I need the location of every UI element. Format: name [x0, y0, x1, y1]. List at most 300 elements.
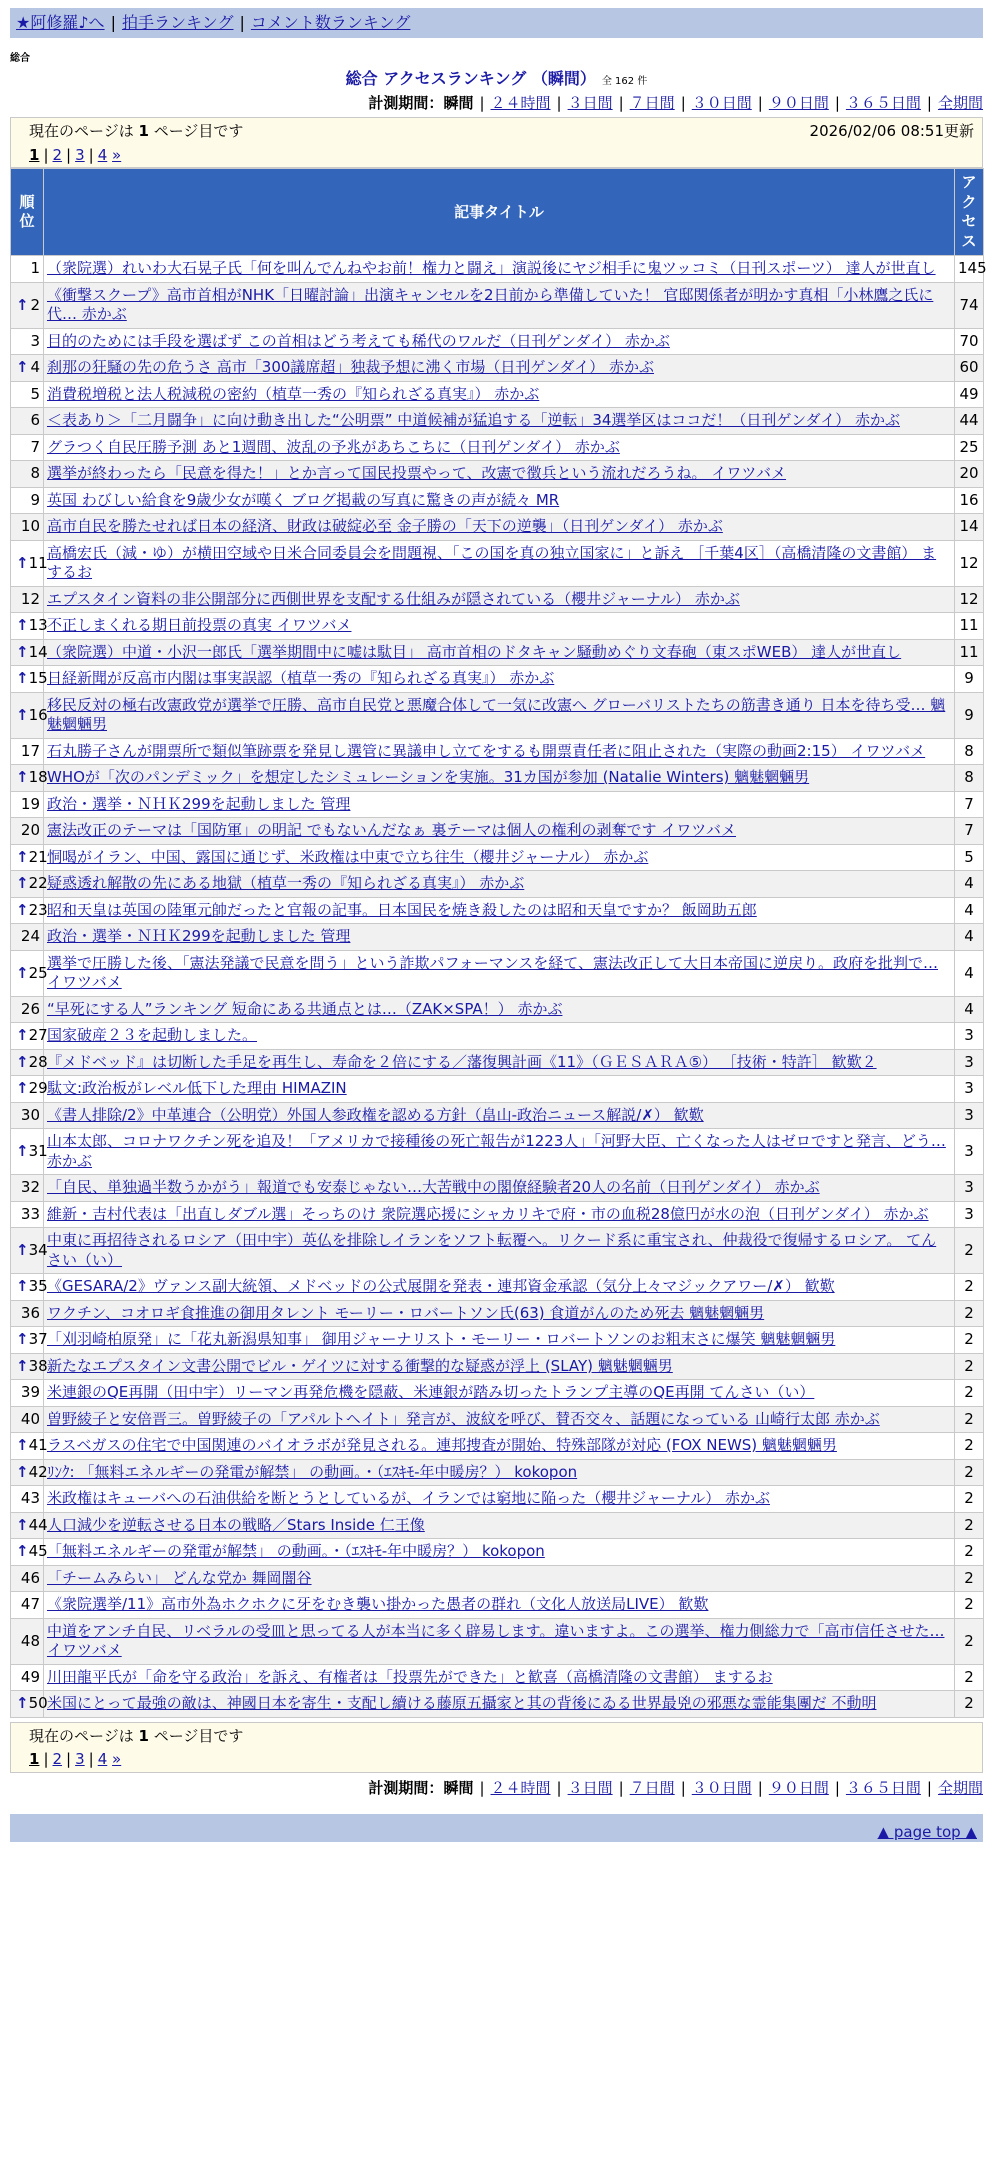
title-cell	[44, 613, 955, 640]
rank-cell	[11, 1691, 48, 1718]
rank-number: 7	[30, 437, 40, 456]
rank-number: 1	[30, 259, 40, 278]
up-arrow-icon: ↑	[16, 358, 29, 377]
title-cell	[44, 1592, 955, 1619]
rank-number: 40	[20, 1409, 40, 1428]
access-count: 2	[955, 1380, 984, 1407]
article-link[interactable]: 高橋宏氏（減・ゆ）が横田空域や日米合同委員会を問題視、「この国を真の独立国家に」と訴え ［千葉4区］（高橋清隆の文書館） まするお	[47, 543, 937, 582]
title-cell	[44, 540, 955, 586]
rank-number: 36	[20, 1303, 40, 1322]
up-arrow-icon: ↑	[16, 642, 29, 661]
access-count: 2	[955, 1618, 984, 1664]
table-row	[11, 1327, 984, 1354]
access-count: 74	[955, 282, 984, 328]
page-title-row	[0, 69, 993, 90]
article-link[interactable]: 刹那の狂騒の先の危うさ 高市「300議席超」独裁予想に沸く市場（日刊ゲンダイ） 赤かぶ	[47, 358, 654, 377]
rank-cell	[11, 1433, 48, 1460]
table-row	[11, 1300, 984, 1327]
access-count: 5	[955, 844, 984, 871]
separator: |	[66, 145, 72, 164]
article-link[interactable]: 選挙で圧勝した後、「憲法発議で民意を問う」という詐欺パフォーマンスを経て、憲法改正して大日本帝国に逆戻り。政府を批判で… イワツバメ	[47, 953, 939, 992]
article-link[interactable]: 中東に再招待されるロシア（田中宇）英仏を排除しイランをソフト転覆へ。リクード系に重宝され、仲裁役で復帰するロシア。 てんさい（い）	[47, 1231, 937, 1269]
period-link[interactable]: ３６５日間	[845, 93, 921, 112]
period-link[interactable]: ７日間	[629, 93, 675, 112]
rank-cell	[11, 1228, 48, 1274]
rank-cell	[11, 328, 44, 355]
access-count: 145	[955, 256, 984, 283]
table-row	[11, 639, 984, 666]
page-current: 1	[29, 1750, 40, 1769]
title-cell	[44, 1102, 955, 1129]
rank-number: 28	[28, 1052, 48, 1071]
rank-number: 24	[20, 927, 40, 946]
rank-number: 30	[20, 1105, 40, 1124]
up-arrow-icon: ↑	[16, 1330, 29, 1349]
rank-cell	[11, 692, 48, 738]
access-count: 70	[955, 328, 984, 355]
next-page-link[interactable]: »	[112, 1750, 122, 1769]
access-count: 14	[955, 514, 984, 541]
separator: |	[680, 93, 686, 112]
table-header	[11, 169, 984, 256]
table-row	[11, 1353, 984, 1380]
period-link[interactable]: ３日間	[567, 1778, 613, 1797]
page-top-link[interactable]: ▲ page top ▲	[877, 1822, 977, 1841]
rank-cell	[11, 1618, 44, 1664]
table-row	[11, 1459, 984, 1486]
article-link[interactable]: 消費税増税と法人税減税の密約（植草一秀の『知られざる真実』） 赤かぶ	[47, 384, 540, 403]
article-link[interactable]: 高市自民を勝たせれば日本の経済、財政は破綻必至 金子勝の「天下の逆襲」（日刊ゲンダイ） 赤かぶ	[47, 517, 723, 536]
title-cell	[44, 1023, 955, 1050]
rank-number: 18	[28, 768, 48, 787]
bottom-bar	[10, 1814, 983, 1842]
rank-cell	[11, 1300, 44, 1327]
table-row	[11, 871, 984, 898]
rank-cell	[11, 1327, 48, 1354]
access-count: 3	[955, 1175, 984, 1202]
article-link[interactable]: ＜表あり＞「二月闘争」に向け動き出した“公明票” 中道候補が猛追する「逆転」34選挙区はココだ！（日刊ゲンダイ） 赤かぶ	[47, 411, 900, 430]
title-cell	[44, 1228, 955, 1274]
access-count: 2	[955, 1406, 984, 1433]
period-link[interactable]: ９０日間	[768, 93, 829, 112]
top-nav-bar: ★阿修羅♪へ | 拍手ランキング | コメント数ランキング	[10, 8, 983, 38]
period-link[interactable]: ７日間	[629, 1778, 675, 1797]
table-row	[11, 818, 984, 845]
up-arrow-icon: ↑	[16, 1356, 29, 1375]
title-cell	[44, 381, 955, 408]
access-count: 20	[955, 461, 984, 488]
separator: |	[66, 1750, 72, 1769]
article-link[interactable]: ﾘﾝｸ: 「無料エネルギーの発電が解禁」 の動画。・（ｴｽｷﾓ-年中暖房？） kokopon	[47, 1462, 578, 1481]
title-cell	[44, 950, 955, 996]
page-link[interactable]: 3	[75, 145, 85, 164]
table-row	[11, 487, 984, 514]
article-link[interactable]: 日経新聞が反高市内閣は事実誤認（植草一秀の『知られざる真実』） 赤かぶ	[47, 669, 555, 688]
article-link[interactable]: ワクチン、コオロギ食推進の御用タレント モーリー・ロバートソン氏(63) 食道がんのため死去 魑魅魍魎男	[47, 1303, 765, 1322]
access-count: 2	[955, 1274, 984, 1301]
article-link[interactable]: 憲法改正のテーマは「国防軍」の明記 でもないんだなぁ 裏テーマは個人の権利の剥奪です イワツバメ	[47, 821, 737, 840]
table-row	[11, 355, 984, 382]
title-cell	[44, 1327, 955, 1354]
table-row	[11, 1228, 984, 1274]
access-count: 2	[955, 1327, 984, 1354]
period-link[interactable]: ３６５日間	[845, 1778, 921, 1797]
access-count: 2	[955, 1664, 984, 1691]
up-arrow-icon: ↑	[16, 1241, 29, 1260]
rank-number: 33	[20, 1204, 40, 1223]
separator: |	[43, 1750, 49, 1769]
access-count: 7	[955, 818, 984, 845]
article-link[interactable]: 移民反対の極右改憲政党が選挙で圧勝、高市自民党と悪魔合体して一気に改憲へ グローバリストたちの筋書き通り 日本を待ち受… 魑魅魍魎男	[47, 695, 946, 734]
article-link[interactable]: 維新・吉村代表は「出直しダブル選」そっちのけ 衆院選応援にシャカリキで府・市の血税28億円が水の泡（日刊ゲンダイ） 赤かぶ	[47, 1204, 929, 1223]
applause-ranking-link[interactable]: 拍手ランキング	[121, 12, 234, 32]
period-link[interactable]: 全期間	[937, 1778, 983, 1797]
rank-number: 8	[30, 464, 40, 483]
rank-number: 13	[28, 616, 48, 635]
rank-cell	[11, 1023, 48, 1050]
rank-cell	[11, 639, 48, 666]
next-page-link[interactable]: »	[112, 145, 122, 164]
up-arrow-icon: ↑	[16, 874, 29, 893]
rank-cell	[11, 514, 44, 541]
page-link[interactable]: 3	[75, 1750, 85, 1769]
period-link[interactable]: ３０日間	[691, 93, 752, 112]
rank-cell	[11, 791, 44, 818]
up-arrow-icon: ↑	[16, 669, 29, 688]
period-link[interactable]: ３日間	[567, 93, 613, 112]
rank-cell	[11, 256, 44, 283]
rank-number: 17	[20, 741, 40, 760]
period-link[interactable]: ２４時間	[490, 93, 551, 112]
rank-cell	[11, 586, 44, 613]
article-link[interactable]: 恫喝がイラン、中国、露国に通じず、米政権は中東で立ち往生（櫻井ジャーナル） 赤かぶ	[47, 847, 649, 866]
title-cell	[44, 1539, 955, 1566]
article-link[interactable]: ラスベガスの住宅で中国関連のバイオラボが発見される。連邦捜査が開始、特殊部隊が対応 (FOX NEWS) 魑魅魍魎男	[47, 1436, 837, 1455]
article-link[interactable]: 昭和天皇は英国の陸軍元帥だったと官報の記事。日本国民を焼き殺したのは昭和天皇ですか？ 飯岡助五郎	[47, 900, 757, 919]
title-cell	[44, 461, 955, 488]
article-link[interactable]: “早死にする人”ランキング 短命にある共通点とは…（ZAK×SPA！） 赤かぶ	[47, 999, 563, 1018]
rank-number: 46	[20, 1568, 40, 1587]
rank-number: 11	[28, 553, 48, 572]
updated-time: 2026/02/06 08:51更新	[809, 122, 974, 141]
table-row	[11, 692, 984, 738]
up-arrow-icon: ↑	[16, 705, 29, 724]
title-cell	[44, 692, 955, 738]
up-arrow-icon: ↑	[16, 1694, 29, 1713]
article-link[interactable]: 政治・選挙・ＮＨＫ299を起動しました 管理	[47, 794, 351, 813]
access-count: 2	[955, 1486, 984, 1513]
separator: |	[926, 1778, 932, 1797]
period-label: 計測期間：	[368, 93, 444, 112]
rank-number: 6	[30, 411, 40, 430]
access-count: 16	[955, 487, 984, 514]
rank-cell	[11, 1565, 44, 1592]
rank-number: 37	[28, 1330, 48, 1349]
page-links-bottom	[29, 1750, 974, 1770]
table-row	[11, 791, 984, 818]
pager-top	[10, 117, 983, 168]
access-count: 11	[955, 613, 984, 640]
rank-cell	[11, 871, 48, 898]
access-count: 4	[955, 996, 984, 1023]
title-cell	[44, 1691, 955, 1718]
article-link[interactable]: 川田龍平氏が「命を守る政治」を訴え、有権者は「投票先ができた」と歓喜（高橋清隆の文書館） まするお	[47, 1667, 773, 1686]
article-link[interactable]: 国家破産２３を起動しました。	[47, 1026, 258, 1045]
separator: |	[757, 1778, 763, 1797]
home-link[interactable]: ★阿修羅♪へ	[16, 12, 105, 32]
access-count: 2	[955, 1539, 984, 1566]
article-link[interactable]: （衆院選）中道・小沢一郎氏「選挙期間中に嘘は駄目」 高市首相のドタキャン騒動めぐり文春砲（東スポWEB） 達人が世直し	[47, 642, 902, 661]
separator: |	[479, 93, 485, 112]
article-link[interactable]: 《GESARA/2》ヴァンス副大統領、メドベッドの公式展開を発表・連邦資金承認（気分上々マジックアワー/✗） 歓歎	[47, 1277, 835, 1296]
table-row	[11, 1102, 984, 1129]
access-count: 2	[955, 1353, 984, 1380]
period-link[interactable]: 全期間	[937, 93, 983, 112]
rank-cell	[11, 666, 48, 693]
title-cell	[44, 1274, 955, 1301]
article-link[interactable]: 英国 わびしい給食を9歳少女が嘆く ブログ掲載の写真に驚きの声が続々 MR	[47, 490, 560, 509]
table-row	[11, 1076, 984, 1103]
period-current: 瞬間	[443, 93, 474, 112]
rank-cell	[11, 282, 44, 328]
article-link[interactable]: WHOが「次のパンデミック」を想定したシミュレーションを実施。31カ国が参加 (Natalie Winters) 魑魅魍魎男	[47, 768, 810, 787]
rank-number: 2	[30, 295, 40, 314]
separator: |	[556, 93, 562, 112]
rank-cell	[11, 487, 44, 514]
article-link[interactable]: 《衝撃スクープ》高市首相がNHK「日曜討論」出演キャンセルを2日前から準備していた！ 官邸関係者が明かす真相「小林鷹之氏に代… 赤かぶ	[47, 285, 934, 324]
article-link[interactable]: 米国にとって最強の敵は、神國日本を寄生・支配し續ける藤原五攝家と其の背後にゐる世界最兇の邪悪な霊能集團だ 不動明	[47, 1694, 877, 1713]
page-links	[29, 146, 974, 166]
title-cell	[44, 328, 955, 355]
access-count: 12	[955, 540, 984, 586]
rank-number: 5	[30, 384, 40, 403]
separator: |	[834, 1778, 840, 1797]
up-arrow-icon: ↑	[16, 1052, 29, 1071]
up-arrow-icon: ↑	[16, 1436, 29, 1455]
rank-number: 48	[20, 1631, 40, 1650]
title-cell	[44, 897, 955, 924]
separator: |	[834, 93, 840, 112]
separator: |	[680, 1778, 686, 1797]
rank-cell	[11, 996, 44, 1023]
title-cell	[44, 639, 955, 666]
current-page-text-bottom: 現在のページは 1 ページ目です	[29, 1726, 244, 1745]
table-row	[11, 897, 984, 924]
access-count: 44	[955, 408, 984, 435]
rank-number: 47	[20, 1595, 40, 1614]
access-count: 3	[955, 1076, 984, 1103]
title-cell	[44, 514, 955, 541]
page-link[interactable]: 4	[97, 145, 108, 164]
rank-number: 43	[20, 1489, 40, 1508]
table-row	[11, 1486, 984, 1513]
rank-number: 25	[28, 963, 48, 982]
rank-number: 19	[20, 794, 40, 813]
rank-number: 4	[30, 358, 40, 377]
rank-cell	[11, 844, 48, 871]
article-link[interactable]: 「自民、単独過半数うかがう」報道でも安泰じゃない…大苦戦中の閣僚経験者20人の名前（日刊ゲンダイ） 赤かぶ	[47, 1178, 820, 1197]
article-link[interactable]: 曽野綾子と安倍晋三。曽野綾子の「アパルトヘイト」発言が、波紋を呼び、賛否交々、話題になっている 山崎行太郎 赤かぶ	[47, 1409, 880, 1428]
title-cell	[44, 487, 955, 514]
article-link[interactable]: 目的のためには手段を選ばず この首相はどう考えても稀代のワルだ（日刊ゲンダイ） 赤かぶ	[47, 331, 670, 350]
table-row	[11, 666, 984, 693]
article-link[interactable]: 選挙が終わったら「民意を得た！」とか言って国民投票やって、改憲で徴兵という流れだろうね。 イワツバメ	[47, 464, 787, 483]
page-current: 1	[29, 145, 40, 164]
rank-cell	[11, 1201, 44, 1228]
article-link[interactable]: 「刈羽崎柏原発」に「花丸新潟県知事」 御用ジャーナリスト・モーリー・ロバートソンのお粗末さに爆笑 魑魅魍魎男	[47, 1330, 836, 1349]
up-arrow-icon: ↑	[16, 1462, 29, 1481]
up-arrow-icon: ↑	[16, 1079, 29, 1098]
access-count: 11	[955, 639, 984, 666]
rank-cell	[11, 1459, 48, 1486]
access-count: 3	[955, 1102, 984, 1129]
header-rank: 順位	[11, 169, 44, 256]
rank-number: 31	[28, 1142, 48, 1161]
access-count: 4	[955, 924, 984, 951]
access-count: 4	[955, 950, 984, 996]
article-link[interactable]: 《衆院選挙/11》高市外為ホクホクに牙をむき襲い掛かった愚者の群れ（文化人放送局LIVE） 歓歎	[47, 1595, 709, 1614]
rank-number: 34	[28, 1241, 48, 1260]
title-cell	[44, 666, 955, 693]
separator: |	[926, 93, 932, 112]
rank-number: 21	[28, 847, 48, 866]
rank-number: 49	[20, 1667, 40, 1686]
rank-cell	[11, 1664, 44, 1691]
article-link[interactable]: 「無料エネルギーの発電が解禁」 の動画。・（ｴｽｷﾓ-年中暖房？） kokopon	[47, 1542, 545, 1561]
title-cell	[44, 1353, 955, 1380]
access-count: 4	[955, 871, 984, 898]
rank-number: 15	[28, 669, 48, 688]
separator: |	[88, 1750, 94, 1769]
rank-number: 38	[28, 1356, 48, 1375]
table-row	[11, 1049, 984, 1076]
rank-number: 22	[28, 874, 48, 893]
article-link[interactable]: 駄文:政治板がレベル低下した理由 HIMAZIN	[47, 1079, 347, 1098]
rank-number: 12	[20, 589, 40, 608]
rank-number: 44	[28, 1515, 48, 1534]
table-row	[11, 1129, 984, 1175]
title-cell	[44, 1512, 955, 1539]
table-row	[11, 738, 984, 765]
title-cell	[44, 1565, 955, 1592]
period-link[interactable]: ２４時間	[490, 1778, 551, 1797]
article-link[interactable]: 政治・選挙・ＮＨＫ299を起動しました 管理	[47, 927, 351, 946]
table-row	[11, 996, 984, 1023]
total-count: 全 162 件	[601, 76, 648, 87]
table-row	[11, 408, 984, 435]
up-arrow-icon: ↑	[16, 847, 29, 866]
article-link[interactable]: （衆院選）れいわ大石晃子氏「何を叫んでんねやお前！権力と闘え」演説後にヤジ相手に鬼ツッコミ（日刊スポーツ） 達人が世直し	[47, 259, 936, 278]
page-link[interactable]: 2	[52, 1750, 63, 1769]
up-arrow-icon: ↑	[16, 616, 29, 635]
access-count: 3	[955, 1201, 984, 1228]
title-cell	[44, 282, 955, 328]
rank-number: 50	[28, 1694, 48, 1713]
period-link[interactable]: ３０日間	[691, 1778, 752, 1797]
title-cell	[44, 791, 955, 818]
article-link[interactable]: 山本太郎、コロナワクチン死を追及！「アメリカで接種後の死亡報告が1223人」「河野大臣、亡くなった人はゼロですと発言、どう… 赤かぶ	[47, 1132, 946, 1170]
title-cell	[44, 1433, 955, 1460]
table-row	[11, 844, 984, 871]
up-arrow-icon: ↑	[16, 768, 29, 787]
title-cell	[44, 1486, 955, 1513]
rank-cell	[11, 540, 48, 586]
article-link[interactable]: 人口減少を逆転させる日本の戦略／Stars Inside 仁王像	[47, 1515, 425, 1534]
period-link[interactable]: ９０日間	[768, 1778, 829, 1797]
title-cell	[44, 408, 955, 435]
rank-cell	[11, 355, 44, 382]
article-link[interactable]: 《書人排除/2》中革連合（公明党）外国人参政権を認める方針（畠山-政治ニュース解説/✗） 歓歎	[47, 1105, 704, 1124]
access-count: 3	[955, 1129, 984, 1175]
header-title: 記事タイトル	[44, 169, 955, 256]
access-count: 60	[955, 355, 984, 382]
period-label: 計測期間：	[368, 1778, 444, 1797]
article-link[interactable]: 不正しまくれる期日前投票の真実 イワツバメ	[47, 616, 352, 635]
access-count: 9	[955, 666, 984, 693]
rank-cell	[11, 1175, 44, 1202]
article-link[interactable]: エプスタイン資料の非公開部分に西側世界を支配する仕組みが隠されている（櫻井ジャーナル） 赤かぶ	[47, 589, 740, 608]
rank-number: 32	[20, 1178, 40, 1197]
rank-cell	[11, 1486, 44, 1513]
title-cell	[44, 1618, 955, 1664]
article-link[interactable]: 疑惑透れ解散の先にある地獄（植草一秀の『知られざる真実』） 赤かぶ	[47, 874, 525, 893]
separator: |	[479, 1778, 485, 1797]
access-count: 3	[955, 1049, 984, 1076]
rank-cell	[11, 1049, 48, 1076]
up-arrow-icon: ↑	[16, 553, 29, 572]
article-link[interactable]: 新たなエプスタイン文書公開でビル・ゲイツに対する衝撃的な疑惑が浮上 (SLAY) 魑魅魍魎男	[47, 1356, 673, 1375]
table-row	[11, 1592, 984, 1619]
table-row	[11, 1175, 984, 1202]
table-row	[11, 1618, 984, 1664]
page-link[interactable]: 4	[97, 1750, 108, 1769]
title-cell	[44, 355, 955, 382]
rank-cell	[11, 434, 44, 461]
table-row	[11, 924, 984, 951]
up-arrow-icon: ↑	[16, 1277, 29, 1296]
rank-cell	[11, 1102, 44, 1129]
table-row	[11, 282, 984, 328]
comment-ranking-link[interactable]: コメント数ランキング	[250, 12, 411, 32]
table-row	[11, 1380, 984, 1407]
period-current: 瞬間	[443, 1778, 474, 1797]
title-cell	[44, 1380, 955, 1407]
page-link[interactable]: 2	[52, 145, 63, 164]
rank-cell	[11, 461, 44, 488]
rank-number: 20	[20, 821, 40, 840]
table-row	[11, 1201, 984, 1228]
article-link[interactable]: 米政権はキューバへの石油供給を断とうとしているが、イランでは窮地に陥った（櫻井ジャーナル） 赤かぶ	[47, 1489, 770, 1508]
rank-cell	[11, 1406, 44, 1433]
article-link[interactable]: グラつく自民圧勝予測 あと1週間、波乱の予兆があちこちに（日刊ゲンダイ） 赤かぶ	[47, 437, 620, 456]
rank-number: 42	[28, 1462, 48, 1481]
article-link[interactable]: 米連銀のQE再開（田中宇）リーマン再発危機を隠蔽、米連銀が踏み切ったトランプ主導のQE再開 てんさい（い）	[47, 1383, 815, 1402]
article-link[interactable]: 石丸勝子さんが開票所で類似筆跡票を発見し選管に異議申し立てをするも開票責任者に阻止された（実際の動画2:15） イワツバメ	[47, 741, 926, 760]
table-row	[11, 1512, 984, 1539]
title-cell	[44, 818, 955, 845]
current-page-text: 現在のページは 1 ページ目です	[29, 122, 244, 141]
up-arrow-icon: ↑	[16, 900, 29, 919]
table-row	[11, 1406, 984, 1433]
article-link[interactable]: 「チームみらい」 どんな党か 舞岡闇谷	[47, 1568, 312, 1587]
up-arrow-icon: ↑	[16, 1542, 29, 1561]
table-row	[11, 514, 984, 541]
rank-cell	[11, 897, 48, 924]
title-cell	[44, 1175, 955, 1202]
article-link[interactable]: 中道をアンチ自民、リベラルの受皿と思ってる人が本当に多く辟易します。違いますよ。この選挙、権力側総力で「高市信任させた… イワツバメ	[47, 1621, 945, 1660]
article-link[interactable]: 『メドベッド』は切断した手足を再生し、寿命を２倍にする／藩復興計画《11》（ＧＥＳＡＲＡ⑤） ［技術・特許］ 歓歎２	[47, 1052, 877, 1071]
rank-cell	[11, 1539, 48, 1566]
